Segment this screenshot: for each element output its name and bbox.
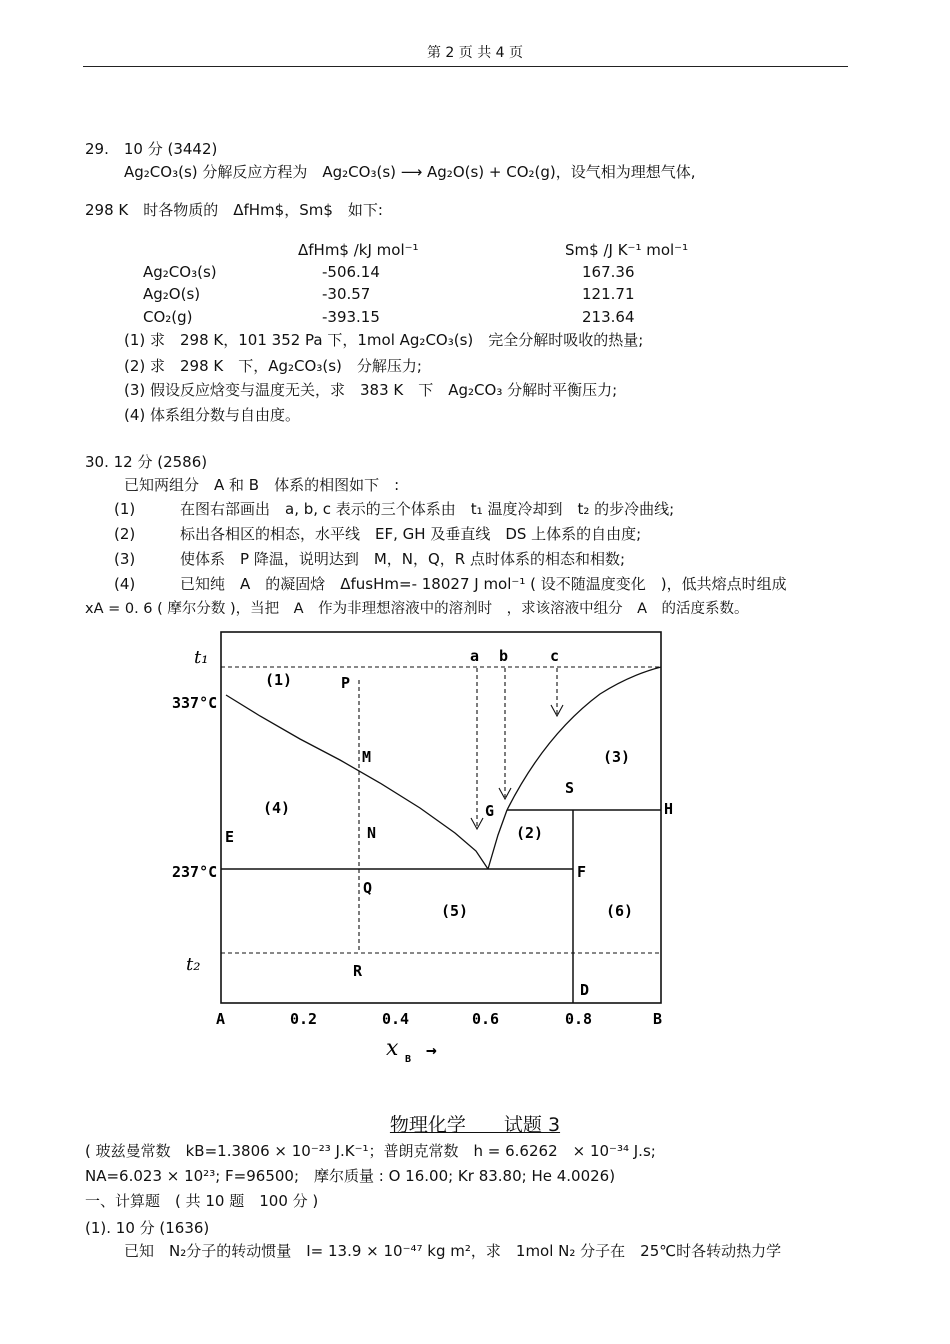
q30-intro: 已知两组分 A 和 B 体系的相图如下 : xyxy=(124,476,400,494)
region-5: (5) xyxy=(441,902,469,920)
liquidus-b xyxy=(507,667,661,810)
q30-item-text: 标出各相区的相态，水平线 EF, GH 及垂直线 DS 上体系的自由度; xyxy=(180,525,642,543)
region-1: (1) xyxy=(265,671,293,689)
q30-item-num: (2) xyxy=(114,525,136,543)
q30-item-text: 已知纯 A 的凝固焓 ΔfusHm=- 18027 J mol⁻¹ ( 设不随温度变化 )，低共熔点时组成 xyxy=(180,575,787,593)
label-E: E xyxy=(225,828,235,846)
q29-item-3: (3) 假设反应焓变与温度无关，求 383 K 下 Ag₂CO₃ 分解时平衡压力; xyxy=(124,381,618,399)
q29-row-species: CO₂(g) xyxy=(143,308,193,326)
q29-item-4: (4) 体系组分数与自由度。 xyxy=(124,406,301,424)
test3-constants-line1: ( 玻兹曼常数 kB=1.3806 × 10⁻²³ J.K⁻¹；普朗克常数 h = 6.6262 × 10⁻³⁴ J.s; xyxy=(85,1142,656,1160)
q29-line1: Ag₂CO₃(s) 分解反应方程为 Ag₂CO₃(s) ⟶ Ag₂O(s) + CO₂(g)，设气相为理想气体, xyxy=(124,163,696,181)
label-M: M xyxy=(362,748,372,766)
q29-col-header-enthalpy: ΔfHm$ /kJ mol⁻¹ xyxy=(298,241,419,259)
x-tick-0-4: 0.4 xyxy=(382,1010,410,1028)
q29-row-enthalpy: -393.15 xyxy=(322,308,380,326)
page-indicator: 第 2 页 共 4 页 xyxy=(426,45,524,61)
q30-item-num: (4) xyxy=(114,575,136,593)
label-Q: Q xyxy=(363,879,373,897)
q29-row-entropy: 213.64 xyxy=(582,308,635,326)
label-b: b xyxy=(499,647,509,665)
test3-constants-line2: NA=6.023 × 10²³; F=96500; 摩尔质量 : O 16.00; Kr 83.80; He 4.0026) xyxy=(85,1167,616,1185)
x-axis-arrow: → xyxy=(426,1040,437,1061)
q30-heading: 30. 12 分 (2586) xyxy=(85,453,208,471)
x-tick-B: B xyxy=(653,1010,663,1028)
liquidus-a xyxy=(226,695,488,869)
q30-item-num: (1) xyxy=(114,500,136,518)
region-4: (4) xyxy=(263,799,291,817)
test3-title: 物理化学 试题 3 xyxy=(389,1114,561,1136)
label-S: S xyxy=(565,779,575,797)
x-tick-0-8: 0.8 xyxy=(565,1010,593,1028)
x-tick-0-2: 0.2 xyxy=(290,1010,318,1028)
label-N: N xyxy=(367,824,377,842)
q30-item-text: 在图右部画出 a, b, c 表示的三个体系由 t₁ 温度冷却到 t₂ 的步冷曲线; xyxy=(180,500,675,518)
x-axis-sub: B xyxy=(405,1054,412,1065)
label-R: R xyxy=(353,962,363,980)
test3-q1-line: 已知 N₂分子的转动惯量 I= 13.9 × 10⁻⁴⁷ kg m²，求 1mol N₂ 分子在 25℃时各转动热力学 xyxy=(124,1242,782,1260)
label-P: P xyxy=(341,674,351,692)
x-tick-A: A xyxy=(216,1010,226,1028)
q29-col-header-entropy: Sm$ /J K⁻¹ mol⁻¹ xyxy=(565,241,689,259)
q29-line2: 298 K 时各物质的 ΔfHm$，Sm$ 如下: xyxy=(85,201,383,219)
label-H: H xyxy=(664,800,674,818)
t2-label: t₂ xyxy=(186,954,201,975)
q30-item-text: 使体系 P 降温，说明达到 M，N，Q，R 点时体系的相态和相数; xyxy=(180,550,626,568)
q29-row-entropy: 121.71 xyxy=(582,285,635,303)
test3-q1-heading: (1). 10 分 (1636) xyxy=(85,1219,210,1237)
q29-row-enthalpy: -30.57 xyxy=(322,285,371,303)
q29-row-enthalpy: -506.14 xyxy=(322,263,380,281)
label-a: a xyxy=(470,647,480,665)
region-6: (6) xyxy=(606,902,634,920)
label-G: G xyxy=(485,802,495,820)
t1-label: t₁ xyxy=(194,647,209,668)
label-c: c xyxy=(550,647,560,665)
region-3: (3) xyxy=(603,748,631,766)
label-F: F xyxy=(577,863,587,881)
q29-item-2: (2) 求 298 K 下，Ag₂CO₃(s) 分解压力; xyxy=(124,357,422,375)
x-tick-0-6: 0.6 xyxy=(472,1010,500,1028)
test3-section-heading: 一、计算题 ( 共 10 题 100 分 ) xyxy=(85,1192,319,1210)
q30-item-4-continued: xA = 0. 6 ( 摩尔分数 )，当把 A 作为非理想溶液中的溶剂时 ，求该溶液中组分 A 的活度系数。 xyxy=(85,601,749,617)
label-D: D xyxy=(580,981,590,999)
q29-row-species: Ag₂CO₃(s) xyxy=(143,263,217,281)
q29-row-species: Ag₂O(s) xyxy=(143,285,201,303)
q29-item-1: (1) 求 298 K，101 352 Pa 下，1mol Ag₂CO₃(s) 完全分解时吸收的热量; xyxy=(124,331,644,349)
temp-337-label: 337°C xyxy=(172,694,218,712)
region-2: (2) xyxy=(516,824,544,842)
temp-237-label: 237°C xyxy=(172,863,218,881)
q29-heading: 29. 10 分 (3442) xyxy=(85,140,218,158)
q29-row-entropy: 167.36 xyxy=(582,263,635,281)
q30-item-num: (3) xyxy=(114,550,136,568)
x-axis-label: x xyxy=(386,1036,399,1061)
